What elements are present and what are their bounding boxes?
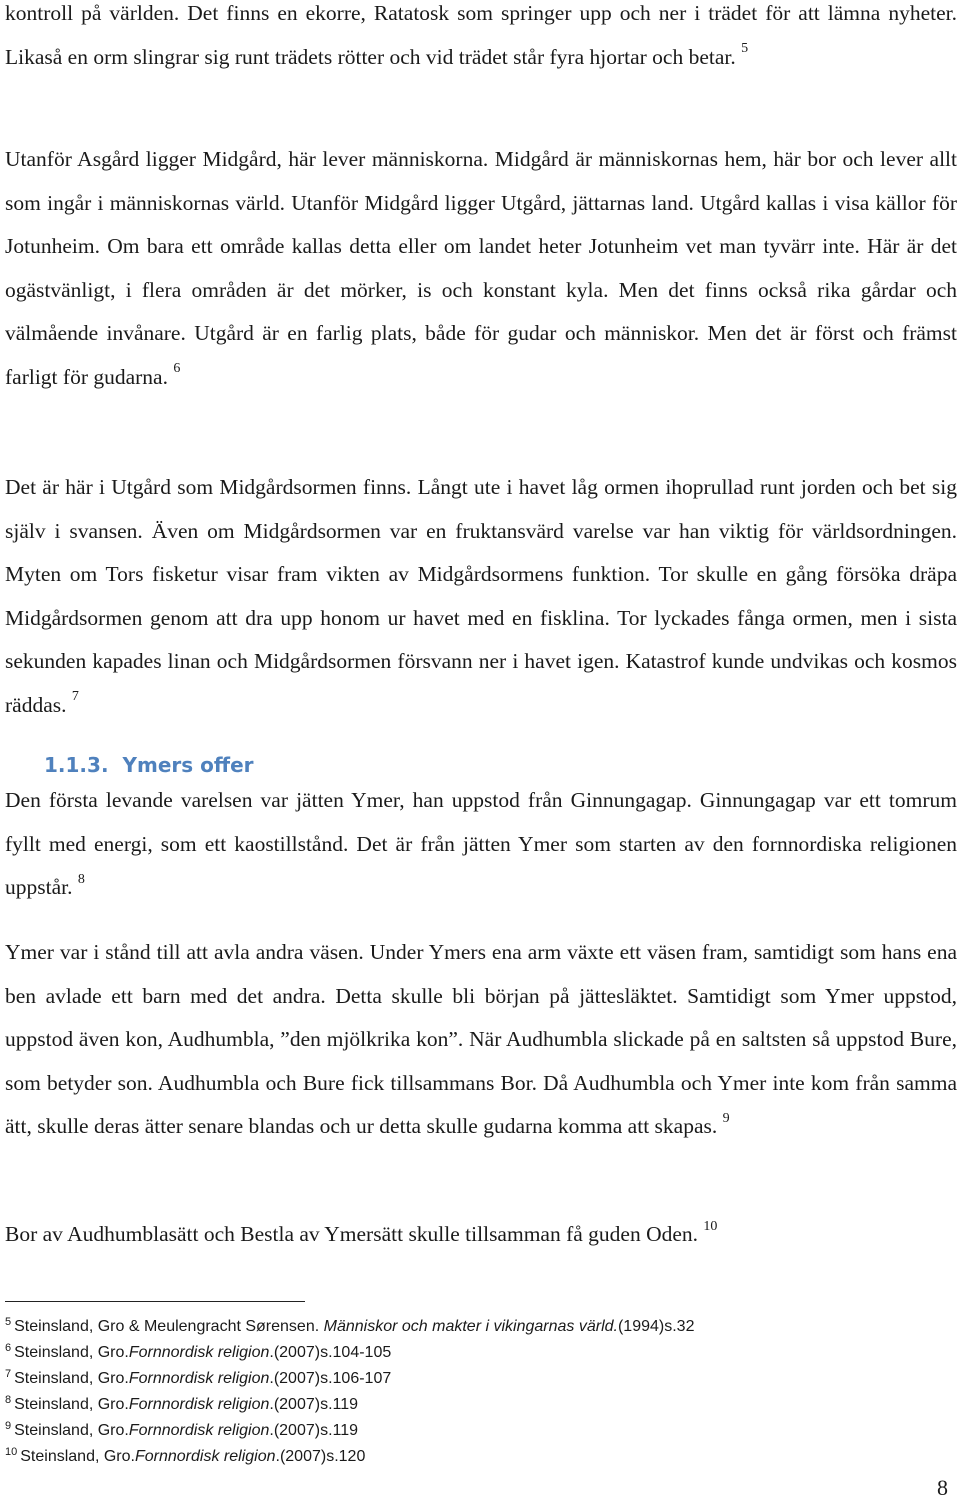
footnote-ref[interactable]: 7 (71, 689, 79, 705)
paragraph-bor-bestla (5, 1213, 957, 1257)
footnote-pages: .(2007)s.119 (269, 1396, 359, 1413)
footnote-number: 7 (5, 1367, 12, 1380)
paragraph-text: Utanför Asgård ligger Midgård, här lever människorna. Midgård är människornas hem, här bor och lever allt som ingår i människornas värld. Utanför Midgård ligger Utgård, jättarnas land. Utgård kallas i visa källor för Jotunheim. Om bara ett område kallas detta eller om landet heter Jotunheim vet man tyvärr inte. Här är det ogästvänligt, i flera områden är det mörker, is och konstant kyla. Men det finns också rika gårdar och välmående invånare. Utgård är en farlig plats, både för gudar och människor. Men det är först och främst farligt för gudarna. (5, 147, 957, 389)
footnote-pages: .(2007)s.104-105 (269, 1344, 392, 1361)
footnote-author: Steinsland, Gro. (14, 1396, 129, 1413)
section-title: Ymers offer (122, 753, 254, 777)
section-heading (44, 753, 254, 777)
footnote-author: Steinsland, Gro. (14, 1422, 129, 1439)
footnote-title: Fornnordisk religion (128, 1396, 270, 1413)
footnote-title: Fornnordisk religion (128, 1344, 270, 1361)
footnote-ref[interactable]: 5 (741, 41, 749, 57)
footnote-item (5, 1340, 905, 1366)
footnote-list (5, 1314, 905, 1470)
footnote-title: Fornnordisk religion (128, 1370, 270, 1387)
footnote-number: 10 (5, 1445, 18, 1458)
footnote-number: 9 (5, 1419, 12, 1432)
section-number: 1.1.3. (44, 753, 109, 777)
footnote-number: 5 (5, 1315, 12, 1328)
footnote-ref[interactable]: 9 (722, 1110, 730, 1126)
footnote-item (5, 1366, 905, 1392)
footnote-item (5, 1392, 905, 1418)
footnote-ref[interactable]: 10 (703, 1218, 718, 1234)
footnote-pages: .(2007)s.106-107 (269, 1370, 392, 1387)
paragraph-text: kontroll på världen. Det finns en ekorre, Ratatosk som springer upp och ner i trädet för att lämna nyheter. Likaså en orm slingrar sig runt trädets rötter och vid trädet står fyra hjortar och betar. (5, 1, 957, 69)
footnote-title: Fornnordisk religion (134, 1448, 276, 1465)
footnote-title: Fornnordisk religion (128, 1422, 270, 1439)
paragraph-midgard-utgard (5, 138, 957, 399)
footnote-pages: (1994)s.32 (617, 1318, 695, 1335)
paragraph-audhumbla (5, 931, 957, 1149)
footnote-number: 8 (5, 1393, 12, 1406)
paragraph-ymer-ginnungagap (5, 779, 957, 910)
paragraph-yggdrasil (5, 0, 957, 79)
footnote-item (5, 1314, 905, 1340)
paragraph-text: Bor av Audhumblasätt och Bestla av Ymersätt skulle tillsamman få guden Oden. (5, 1222, 699, 1246)
footnote-ref[interactable]: 6 (173, 361, 181, 377)
paragraph-text: Den första levande varelsen var jätten Ymer, han uppstod från Ginnungagap. Ginnungagap var ett tomrum fyllt med energi, som ett kaostillstånd. Det är från jätten Ymer som starten av den fornnordiska religionen uppstår. (5, 788, 957, 899)
footnote-separator (5, 1301, 305, 1302)
footnote-author: Steinsland, Gro. (14, 1344, 129, 1361)
footnote-title: Människor och makter i vikingarnas värld. (323, 1318, 618, 1335)
footnote-number: 6 (5, 1341, 12, 1354)
footnote-author: Steinsland, Gro. (20, 1448, 135, 1465)
footnote-pages: .(2007)s.119 (269, 1422, 359, 1439)
paragraph-text: Ymer var i stånd till att avla andra väsen. Under Ymers ena arm växte ett väsen fram, samtidigt som hans ena ben avlade ett barn med det andra. Detta skulle bli början på jättesläktet. Samtidigt som Ymer uppstod, uppstod även kon, Audhumbla, ”den mjölkrika kon”. När Audhumbla slickade på en saltsten så uppstod Bure, som betyder son. Audhumbla och Bure fick tillsammans Bor. Då Audhumbla och Ymer inte kom från samma ätt, skulle deras ätter senare blandas och ur detta skulle gudarna komma att skapas. (5, 940, 957, 1138)
footnote-item (5, 1418, 905, 1444)
footnote-pages: .(2007)s.120 (275, 1448, 366, 1465)
paragraph-midgardsormen (5, 466, 957, 727)
footnote-ref[interactable]: 8 (77, 871, 85, 887)
footnote-item (5, 1444, 905, 1470)
paragraph-text: Det är här i Utgård som Midgårdsormen finns. Långt ute i havet låg ormen ihoprullad runt jorden och bet sig själv i svansen. Även om Midgårdsormen var en fruktansvärd varelse var han viktig för världsordningen. Myten om Tors fisketur visar fram vikten av Midgårdsormens funktion. Tor skulle en gång försöka dräpa Midgårdsormen genom att dra upp honom ur havet med en fisklina. Tor lyckades fånga ormen, men i sista sekunden kapades linan och Midgårdsormen försvann ner i havet igen. Katastrof kunde undvikas och kosmos räddas. (5, 475, 957, 717)
footnote-author: Steinsland, Gro. (14, 1370, 129, 1387)
page-number: 8 (937, 1475, 948, 1500)
footnote-author: Steinsland, Gro & Meulengracht Sørensen. (14, 1318, 324, 1335)
